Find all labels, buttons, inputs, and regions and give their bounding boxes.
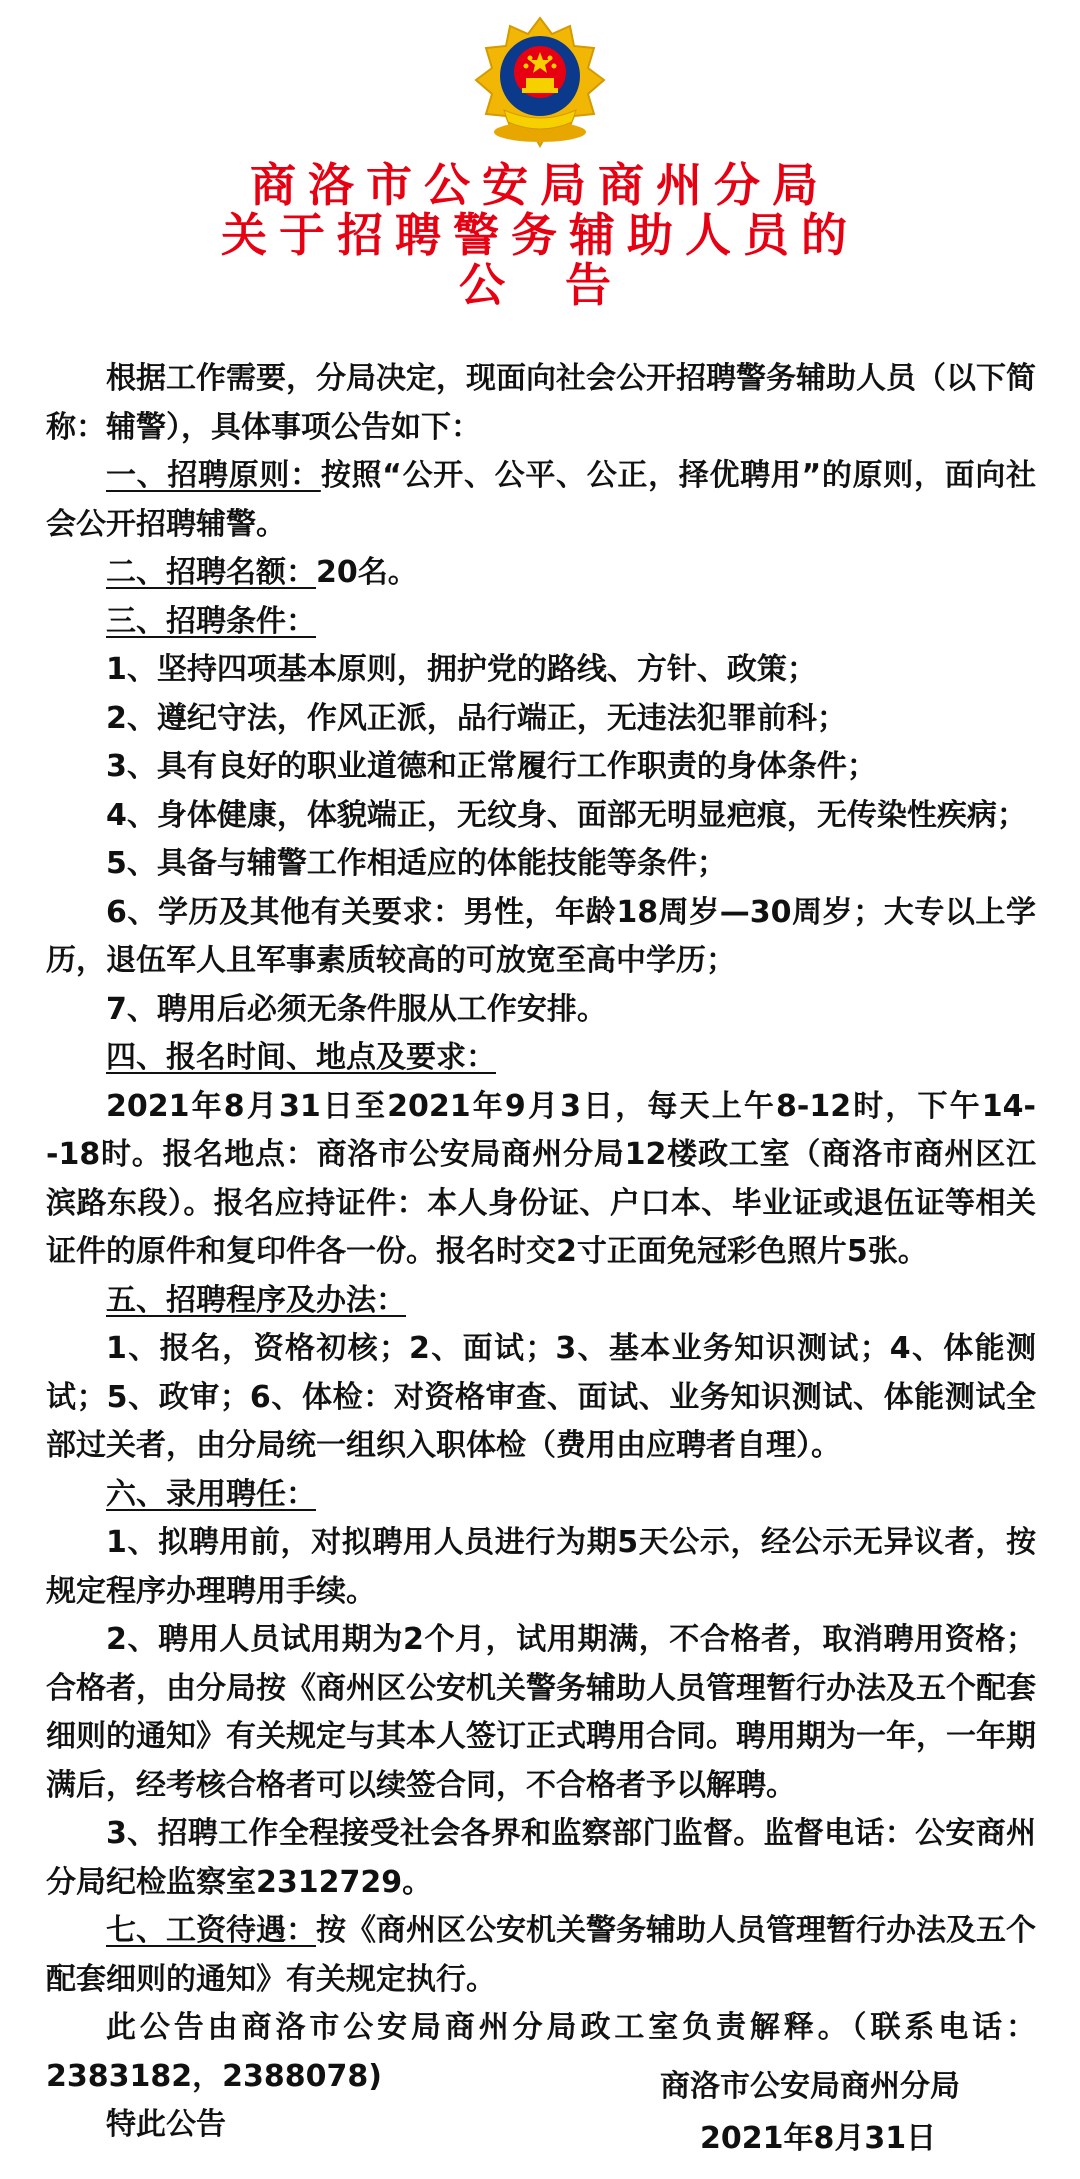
police-badge-icon: [470, 14, 610, 154]
section-heading: 二、招聘名额：: [106, 555, 316, 590]
section-salary: [46, 1907, 1036, 2004]
section-quota: [46, 549, 1036, 598]
signature-org: 商洛市公安局商州分局: [660, 2069, 960, 2104]
title-line-3: 公告: [459, 258, 671, 312]
section-principle: [46, 452, 1036, 549]
closing-phrase: 特此公告: [106, 2107, 226, 2142]
interpretation-note: 此公告由商洛市公安局商州分局政工室负责解释。（联系电话：2383182，2388078): [46, 2010, 1036, 2094]
section-text: 20名。: [316, 555, 418, 590]
section-text: 按《商州区公安机关警务辅助人员管理暂行办法及五个配套细则的通知》有关规定执行。: [46, 1913, 1036, 1997]
intro-paragraph: 根据工作需要，分局决定，现面向社会公开招聘警务辅助人员（以下简称：辅警），具体事项公告如下：: [46, 361, 1036, 445]
employment-item: 2、聘用人员试用期为2个月，试用期满，不合格者，取消聘用资格；合格者，由分局按《商州区公安机关警务辅助人员管理暂行办法及五个配套细则的通知》有关规定与其本人签订正式聘用合同。聘用期为一年，一年期满后，经考核合格者可以续签合同，不合格者予以解聘。: [46, 1622, 1036, 1803]
section-heading: 五、招聘程序及办法：: [106, 1282, 406, 1318]
notice-title: [0, 160, 1080, 310]
condition-item: 1、坚持四项基本原则，拥护党的路线、方针、政策；: [106, 652, 817, 687]
condition-item: 2、遵纪守法，作风正派，品行端正，无违法犯罪前科；: [106, 700, 847, 736]
employment-item: 3、招聘工作全程接受社会各界和监察部门监督。监督电话：公安商州分局纪检监察室2312729。: [46, 1816, 1036, 1900]
condition-item: 5、具备与辅警工作相适应的体能技能等条件；: [106, 846, 727, 881]
section-heading: 三、招聘条件：: [106, 603, 316, 639]
condition-item: 7、聘用后必须无条件服从工作安排。: [106, 991, 607, 1027]
section-employment: [46, 1471, 1036, 1520]
section-heading: 一、招聘原则：: [106, 458, 321, 493]
notice-body: [46, 355, 1036, 2150]
condition-item: 6、学历及其他有关要求：男性，年龄18周岁—30周岁；大专以上学历，退伍军人且军事素质较高的可放宽至高中学历；: [46, 894, 1036, 978]
title-line-2: 关于招聘警务辅助人员的: [221, 208, 859, 262]
condition-item: 3、具有良好的职业道德和正常履行工作职责的身体条件；: [106, 749, 877, 784]
section-conditions: [46, 598, 1036, 647]
section-heading: 六、录用聘任：: [106, 1476, 316, 1512]
section-procedure: [46, 1277, 1036, 1326]
signature-date: 2021年8月31日: [700, 2121, 937, 2156]
condition-item: 4、身体健康，体貌端正，无纹身、面部无明显疤痕，无传染性疾病；: [106, 797, 1027, 833]
employment-item: 1、拟聘用前，对拟聘用人员进行为期5天公示，经公示无异议者，按规定程序办理聘用手续。: [46, 1525, 1036, 1609]
title-line-1: 商洛市公安局商州分局: [250, 158, 830, 212]
section-registration: [46, 1034, 1036, 1083]
section-heading: 四、报名时间、地点及要求：: [106, 1040, 496, 1075]
registration-text: 2021年8月31日至2021年9月3日，每天上午8-12时，下午14--18时。报名地点：商洛市公安局商州分局12楼政工室（商洛市商州区江滨路东段）。报名应持证件：本人身份证、户口本、毕业证或退伍证等相关证件的原件和复印件各一份。报名时交2寸正面免冠彩色照片5张。: [46, 1088, 1036, 1269]
section-heading: 七、工资待遇：: [106, 1913, 316, 1948]
procedure-text: 1、报名，资格初核；2、面试；3、基本业务知识测试；4、体能测试；5、政审；6、体检：对资格审查、面试、业务知识测试、体能测试全部过关者，由分局统一组织入职体检（费用由应聘者自理）。: [46, 1331, 1036, 1463]
section-text: 按照“公开、公平、公正，择优聘用”的原则，面向社会公开招聘辅警。: [46, 458, 1037, 542]
